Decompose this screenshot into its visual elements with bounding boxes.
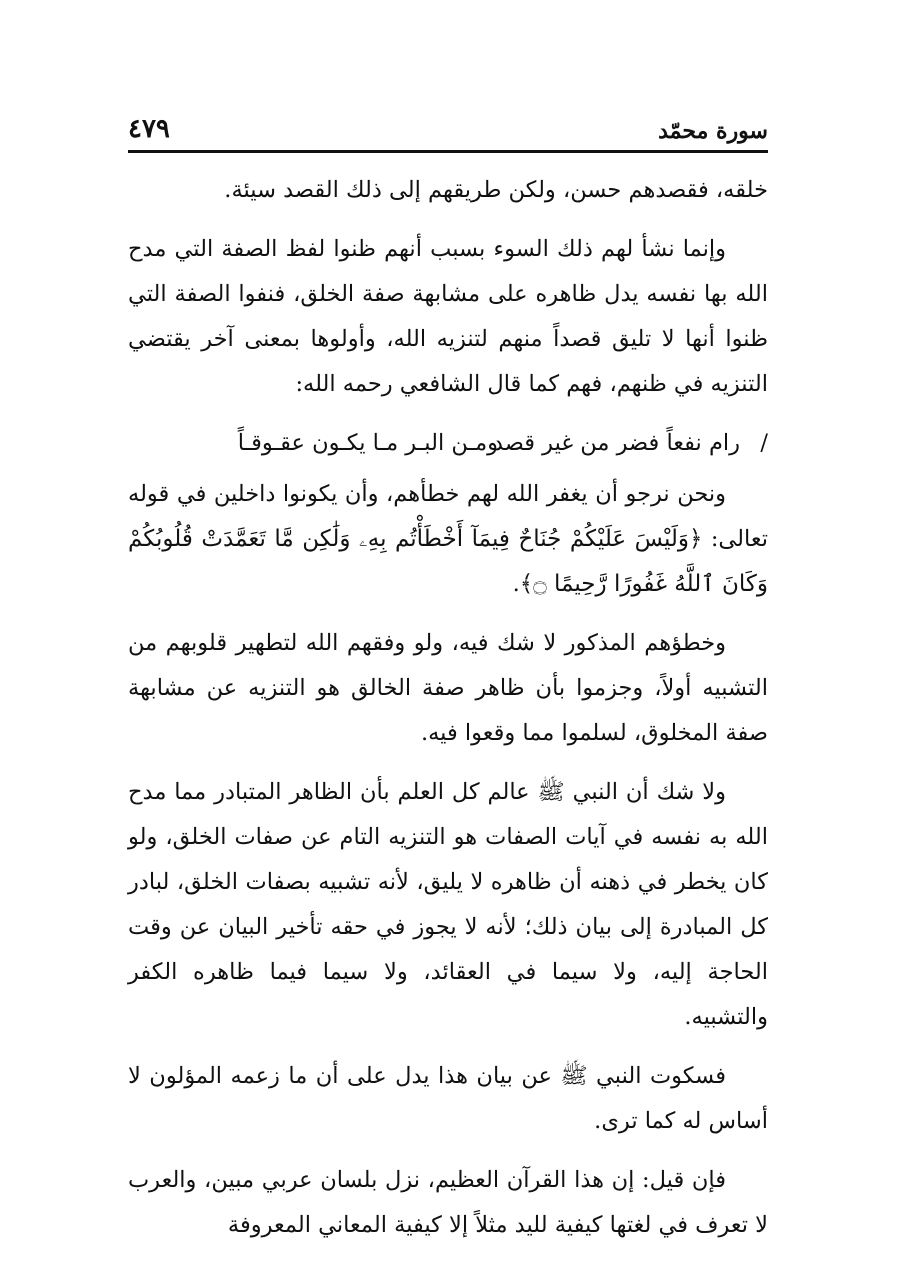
- header-rule: [128, 150, 768, 153]
- paragraph-5: ولا شك أن النبي ﷺ عالم كل العلم بأن الظاهر المتبادر مما مدح الله به نفسه في آيات الصفات هو التنزيه التام عن صفات الخلق، ولو كان يخطر في ذهنه أن ظاهره لا يليق، لأنه تشبيه بصفات الخلق، لبادر كل المبادرة إلى بيان ذلك؛ لأنه لا يجوز في حقه تأخير البيان عن وقت الحاجة إليه، ولا سيما في العقائد، ولا سيما فيما ظاهره الكفر والتشبيه.: [128, 779, 768, 1030]
- paragraph-7: فإن قيل: إن هذا القرآن العظيم، نزل بلسان عربي مبين، والعرب لا تعرف في لغتها كيفية لليد مثلاً إلا كيفية المعاني المعروفة: [128, 1167, 768, 1238]
- verse-hemistich-2: ومـن البـر مـا يكـون عقـوقـاً: [237, 430, 498, 456]
- page-body: [128, 168, 768, 1262]
- verse-hemistich-1: رام نفعاً فضر من غير قصد: [492, 430, 740, 456]
- page-header: [128, 110, 768, 150]
- paragraph-3-text: ونحن نرجو أن يغفر الله لهم خطأهم، وأن يكونوا داخلين في قوله تعالى:: [128, 481, 768, 552]
- paragraph-1: خلقه، فقصدهم حسن، ولكن طريقهم إلى ذلك القصد سيئة.: [224, 177, 768, 203]
- paragraph-2: وإنما نشأ لهم ذلك السوء بسبب أنهم ظنوا لفظ الصفة التي مدح الله بها نفسه يدل ظاهره على مشابهة صفة الخلق، فنفوا الصفة التي ظنوا أنها لا تليق قصداً منهم لتنزيه الله، وأولوها بمعنى آخر يقتضي التنزيه في ظنهم، فهم كما قال الشافعي رحمه الله:: [128, 236, 768, 397]
- paragraph-6: فسكوت النبي ﷺ عن بيان هذا يدل على أن ما زعمه المؤلون لا أساس له كما ترى.: [128, 1063, 768, 1134]
- poetry-verse: [128, 421, 768, 466]
- paragraph-4: وخطؤهم المذكور لا شك فيه، ولو وفقهم الله لتطهير قلوبهم من التشبيه أولاً، وجزموا بأن ظاهر صفة الخالق هو التنزيه عن مشابهة صفة المخلوق، لسلموا مما وقعوا فيه.: [128, 630, 768, 746]
- verse-marker: /: [760, 430, 768, 456]
- paragraph-3-end: .: [512, 571, 520, 597]
- quran-verse: ﴿وَلَيْسَ عَلَيْكُمْ جُنَاحٌ فِيمَآ أَخْطَأْتُم بِهِۦ وَلَٰكِن مَّا تَعَمَّدَتْ قُلُوبُكُمْ وَكَانَ ٱللَّهُ غَفُورًا رَّحِيمًا ۝﴾: [128, 526, 768, 597]
- page-number: ٤٧٩: [128, 114, 170, 144]
- surah-title: سورة محمّد: [658, 118, 768, 144]
- paragraph-3: [128, 472, 768, 607]
